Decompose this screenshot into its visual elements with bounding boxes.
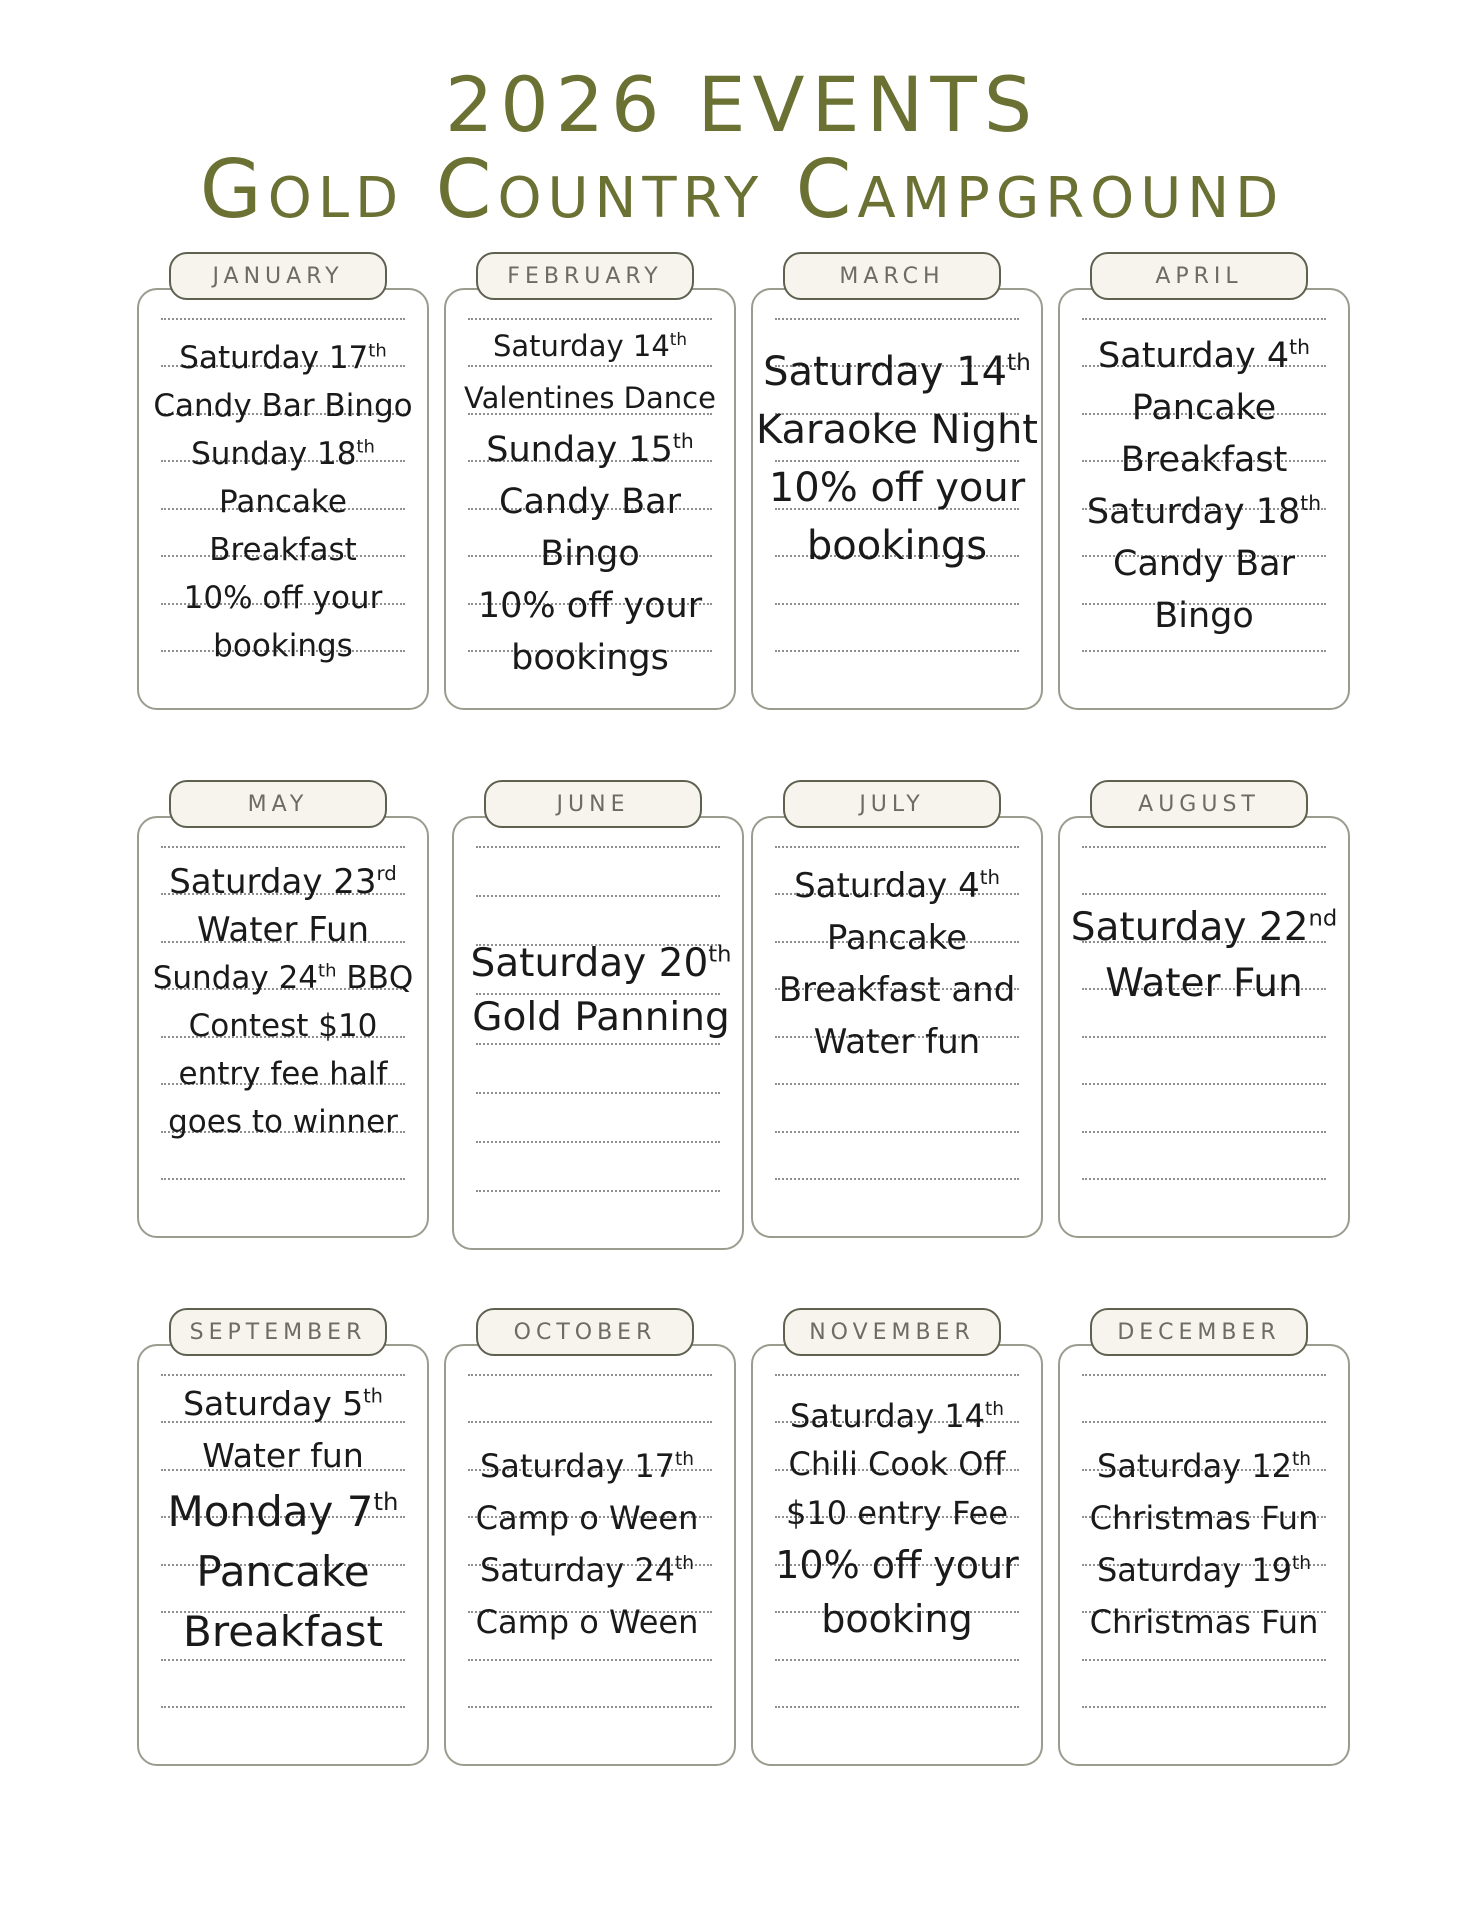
event-text: Christmas Fun: [1089, 1499, 1319, 1537]
event-line: [1060, 486, 1348, 538]
dotted-line: [775, 846, 1019, 848]
ordinal-suffix: th: [708, 941, 732, 968]
event-text: entry fee half: [178, 1056, 388, 1092]
month-card-june: [452, 780, 744, 1238]
dotted-line: [1082, 1131, 1326, 1133]
event-text: Water fun: [813, 1022, 981, 1062]
dotted-line: [1082, 1659, 1326, 1661]
month-card-december: [1058, 1308, 1350, 1766]
ordinal-suffix: th: [1292, 1552, 1312, 1574]
event-line: [139, 1602, 427, 1662]
event-text: bookings: [511, 638, 669, 678]
dotted-line: [1082, 846, 1326, 848]
event-line: [139, 1430, 427, 1482]
event-text: Candy Bar: [499, 482, 681, 522]
ordinal-suffix: th: [1289, 334, 1310, 359]
month-card-body: [444, 1344, 736, 1766]
dotted-line: [1082, 650, 1326, 652]
event-text: Saturday 4: [794, 866, 980, 906]
dotted-line: [775, 1706, 1019, 1708]
event-text: Saturday 5: [183, 1384, 364, 1423]
event-text: Pancake: [196, 1547, 370, 1596]
event-line: [753, 860, 1041, 912]
event-line: [139, 334, 427, 382]
event-text: Breakfast: [183, 1607, 383, 1656]
event-text: 10% off your: [183, 580, 383, 616]
month-card-body: [751, 816, 1043, 1238]
month-card-body: [1058, 1344, 1350, 1766]
dotted-line: [775, 603, 1019, 605]
event-text: Saturday 22: [1070, 905, 1309, 950]
event-line: [139, 1482, 427, 1542]
event-line: [139, 1378, 427, 1430]
dotted-line: [161, 846, 405, 848]
event-text: booking: [821, 1597, 973, 1641]
event-text: Water Fun: [1105, 961, 1303, 1006]
event-line: [139, 906, 427, 954]
event-line: [1060, 434, 1348, 486]
month-label: MARCH: [783, 252, 1001, 300]
ordinal-suffix: th: [373, 1487, 399, 1517]
month-label: APRIL: [1090, 252, 1308, 300]
event-line: [753, 1392, 1041, 1440]
dotted-line: [161, 1706, 405, 1708]
event-line: [139, 382, 427, 430]
dotted-line: [1082, 1421, 1326, 1423]
event-text: bookings: [806, 523, 988, 569]
dotted-line: [775, 1083, 1019, 1085]
event-text: Sunday 15: [486, 430, 673, 470]
event-text: Breakfast: [1120, 440, 1288, 480]
page-title-year: 2026 EVENTS: [444, 60, 1040, 149]
dotted-line: [468, 1706, 712, 1708]
month-card-body: [137, 288, 429, 710]
event-text: Saturday 17: [179, 340, 369, 376]
event-list: [753, 343, 1041, 575]
event-text: Camp o Ween: [475, 1499, 699, 1537]
dotted-line: [775, 1178, 1019, 1180]
event-text: 10% off your: [768, 465, 1026, 511]
month-card-body: [1058, 816, 1350, 1238]
event-line: [440, 1492, 734, 1544]
event-list: [1060, 330, 1348, 642]
event-line: [139, 1002, 427, 1050]
ordinal-suffix: th: [1300, 490, 1322, 515]
event-line: [753, 1592, 1041, 1646]
event-text: Pancake: [219, 484, 347, 520]
event-list: [440, 1440, 734, 1648]
page-title-campground: Gold Country Campground: [199, 143, 1285, 236]
dotted-line: [775, 318, 1019, 320]
dotted-line: [476, 895, 720, 897]
month-card-july: [751, 780, 1043, 1238]
month-card-january: [137, 252, 429, 710]
month-card-april: [1058, 252, 1350, 710]
event-line: [139, 1542, 427, 1602]
event-text: 10% off your: [775, 1543, 1019, 1587]
event-line: [1060, 330, 1348, 382]
event-line: [1060, 956, 1348, 1012]
event-line: [1060, 538, 1348, 590]
event-line: [1060, 590, 1348, 642]
event-text: Valentines Dance: [464, 381, 716, 415]
dotted-line: [1082, 1178, 1326, 1180]
month-label: MAY: [169, 780, 387, 828]
event-text: Saturday 19: [1096, 1551, 1293, 1589]
event-text: Contest $10: [188, 1008, 378, 1044]
event-text: Water fun: [202, 1436, 364, 1475]
ordinal-suffix: rd: [376, 862, 397, 886]
ordinal-suffix: th: [675, 1552, 695, 1574]
month-card-body: [1058, 288, 1350, 710]
event-text: Saturday 12: [1096, 1447, 1293, 1485]
ordinal-suffix: th: [672, 428, 694, 453]
event-line: [1060, 1544, 1348, 1596]
month-label: DECEMBER: [1090, 1308, 1308, 1356]
event-line: [753, 343, 1041, 401]
dotted-line: [775, 650, 1019, 652]
event-line: [1060, 900, 1348, 956]
dotted-line: [476, 1092, 720, 1094]
month-card-body: [137, 816, 429, 1238]
event-text: Gold Panning: [472, 995, 730, 1040]
ordinal-suffix: th: [1292, 1448, 1312, 1470]
event-text: Karaoke Night: [756, 407, 1038, 453]
event-text: Saturday 18: [1086, 492, 1301, 532]
event-text: Bingo: [540, 534, 640, 574]
event-text-after: BBQ: [336, 960, 414, 996]
event-line: [139, 478, 427, 526]
month-card-march: [751, 252, 1043, 710]
event-text: Saturday 14: [492, 329, 670, 363]
event-text: Saturday 4: [1098, 336, 1290, 376]
ordinal-suffix: th: [675, 1448, 695, 1470]
event-text: Sunday 24: [152, 960, 319, 996]
ordinal-suffix: th: [1007, 348, 1031, 376]
event-text: Candy Bar Bingo: [153, 388, 413, 424]
event-list: [460, 937, 742, 1045]
event-line: [753, 1016, 1041, 1068]
event-list: [753, 1392, 1041, 1646]
event-line: [440, 1596, 734, 1648]
month-card-february: [444, 252, 736, 710]
event-line: [1060, 382, 1348, 434]
event-line: [446, 580, 734, 632]
event-line: [446, 320, 734, 372]
event-line: [440, 1544, 734, 1596]
month-card-body: [444, 288, 736, 710]
event-line: [753, 1488, 1041, 1538]
month-card-august: [1058, 780, 1350, 1238]
event-text: $10 entry Fee: [785, 1494, 1009, 1532]
event-line: [139, 526, 427, 574]
event-line: [1060, 1596, 1348, 1648]
month-label: JANUARY: [169, 252, 387, 300]
event-line: [139, 622, 427, 670]
event-line: [440, 1440, 734, 1492]
dotted-line: [1082, 1083, 1326, 1085]
dotted-line: [1082, 1036, 1326, 1038]
event-line: [1060, 1440, 1348, 1492]
event-text: Breakfast and: [778, 970, 1016, 1010]
dotted-line: [1082, 1706, 1326, 1708]
event-line: [446, 424, 734, 476]
event-line: [446, 528, 734, 580]
event-text: Saturday 17: [479, 1447, 676, 1485]
event-line: [753, 1538, 1041, 1592]
month-label: AUGUST: [1090, 780, 1308, 828]
dotted-line: [1082, 318, 1326, 320]
event-line: [753, 401, 1041, 459]
event-list: [1060, 1440, 1348, 1648]
event-line: [139, 1098, 427, 1146]
month-label: FEBRUARY: [476, 252, 694, 300]
event-line: [139, 954, 427, 1002]
event-text: Breakfast: [209, 532, 357, 568]
month-card-body: [452, 816, 744, 1250]
event-list: [446, 320, 734, 684]
month-label: NOVEMBER: [783, 1308, 1001, 1356]
dotted-line: [161, 1178, 405, 1180]
event-line: [139, 858, 427, 906]
dotted-line: [476, 1190, 720, 1192]
event-text: Saturday 23: [169, 862, 377, 902]
month-card-november: [751, 1308, 1043, 1766]
event-line: [446, 476, 734, 528]
month-label: JULY: [783, 780, 1001, 828]
dotted-line: [775, 1131, 1019, 1133]
event-line: [753, 964, 1041, 1016]
month-card-body: [751, 1344, 1043, 1766]
dotted-line: [468, 1421, 712, 1423]
event-text: Sunday 18: [191, 436, 357, 472]
dotted-line: [476, 846, 720, 848]
dotted-line: [161, 318, 405, 320]
month-card-may: [137, 780, 429, 1238]
event-text: Bingo: [1154, 596, 1254, 636]
event-text: Saturday 14: [763, 349, 1008, 395]
event-line: [446, 632, 734, 684]
ordinal-suffix: th: [356, 436, 375, 458]
event-text: Monday 7: [167, 1487, 374, 1536]
event-text: Saturday 20: [470, 941, 709, 986]
ordinal-suffix: th: [979, 866, 1000, 890]
event-list: [753, 860, 1041, 1068]
dotted-line: [476, 1141, 720, 1143]
dotted-line: [775, 1374, 1019, 1376]
month-label: SEPTEMBER: [169, 1308, 387, 1356]
event-text: Saturday 14: [789, 1397, 986, 1435]
event-text: Pancake: [1131, 388, 1277, 428]
dotted-line: [161, 1374, 405, 1376]
dotted-line: [1082, 893, 1326, 895]
month-label: OCTOBER: [476, 1308, 694, 1356]
month-card-body: [137, 1344, 429, 1766]
event-line: [446, 372, 734, 424]
event-text: Christmas Fun: [1089, 1603, 1319, 1641]
ordinal-suffix: nd: [1308, 905, 1338, 932]
month-card-body: [751, 288, 1043, 710]
event-text: Saturday 24: [479, 1551, 676, 1589]
dotted-line: [1082, 1374, 1326, 1376]
dotted-line: [468, 1659, 712, 1661]
event-text: bookings: [213, 628, 353, 664]
ordinal-suffix: th: [363, 1384, 383, 1408]
ordinal-suffix: th: [985, 1398, 1005, 1420]
event-line: [460, 991, 742, 1045]
dotted-line: [468, 1374, 712, 1376]
ordinal-suffix: th: [368, 340, 387, 362]
event-text: Pancake: [826, 918, 968, 958]
event-line: [753, 912, 1041, 964]
ordinal-suffix: th: [318, 960, 337, 982]
month-label: JUNE: [484, 780, 702, 828]
event-text: Water Fun: [196, 910, 370, 950]
event-line: [753, 459, 1041, 517]
ordinal-suffix: th: [669, 329, 688, 350]
event-list: [139, 1378, 427, 1662]
event-list: [139, 334, 427, 670]
event-text: 10% off your: [477, 586, 703, 626]
event-list: [139, 858, 427, 1146]
event-line: [139, 430, 427, 478]
month-card-october: [444, 1308, 736, 1766]
dotted-line: [775, 1659, 1019, 1661]
month-card-september: [137, 1308, 429, 1766]
event-text: Chili Cook Off: [788, 1445, 1006, 1483]
event-line: [139, 1050, 427, 1098]
event-text: Candy Bar: [1113, 544, 1295, 584]
event-list: [1060, 900, 1348, 1012]
event-line: [1060, 1492, 1348, 1544]
event-line: [753, 1440, 1041, 1488]
event-line: [460, 937, 742, 991]
event-line: [139, 574, 427, 622]
event-text: goes to winner: [168, 1104, 398, 1140]
event-text: Camp o Ween: [475, 1603, 699, 1641]
event-line: [753, 517, 1041, 575]
